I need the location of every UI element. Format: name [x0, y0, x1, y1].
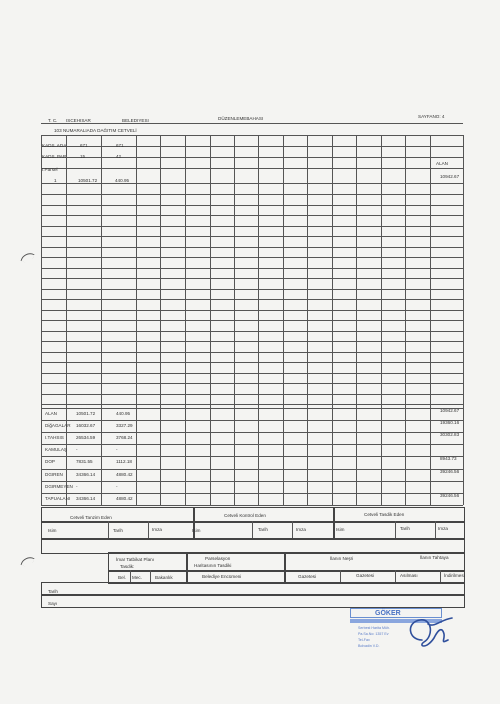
summary-row-value: 34366.14: [76, 495, 96, 501]
gazetesi-label: Gazetesi: [298, 574, 317, 579]
page-number: SAYFANO: 4: [418, 114, 445, 119]
summary-row-value: -: [76, 483, 78, 489]
summary-row-label: I.TAHSIS: [45, 435, 64, 441]
table-row-line: [41, 404, 463, 405]
footer-divider: [440, 570, 441, 582]
indirilmesi-label: İndirilmesi: [444, 573, 465, 578]
summary-row-value: 7831.55: [76, 459, 93, 465]
table-row-line: [41, 310, 463, 311]
table-row-line: [41, 247, 463, 248]
signature-mark: [400, 610, 456, 658]
footer-divider: [150, 570, 151, 582]
imza-label: Imza: [438, 526, 448, 531]
imar-tasdik-label: Tasdik:: [120, 564, 135, 569]
table-row-line: [41, 194, 463, 195]
table-column-line: [430, 135, 431, 505]
footer-divider: [292, 521, 293, 538]
footer-divider: [395, 521, 396, 538]
summary-row-line: [41, 481, 463, 482]
isim-label: Isim: [336, 527, 345, 532]
summary-row-value: 4880.42: [116, 471, 133, 477]
tarih-row-label: Tarih: [48, 589, 58, 594]
gazetesi-label: Gazetesi: [356, 573, 375, 578]
summary-row-value: 26534.59: [76, 435, 96, 441]
table-row-line: [41, 331, 463, 332]
table-column-line: [41, 135, 42, 505]
punch-hole-mark: [20, 554, 34, 568]
summary-row-value: 3768.24: [116, 435, 133, 441]
table-row-line: [41, 383, 463, 384]
table-column-line: [307, 135, 308, 505]
parsel-label: I.Parsel: [42, 167, 58, 172]
encumeni-label: Belediye Encümeni: [202, 574, 242, 579]
table-row-line: [41, 146, 463, 147]
footer-divider: [340, 570, 341, 582]
company-stamp: GÖKER Serbest Harita Müh. Pa.Sa.No: 1357 Ev Tel-Fax Bolvadin V.D.: [350, 608, 458, 660]
table-row-line: [41, 394, 463, 395]
summary-row-line: [41, 420, 463, 421]
kads-ada-value: 671: [80, 143, 88, 148]
table-row-line: [41, 362, 463, 363]
kads-ada-value: 671: [116, 143, 124, 148]
footer-divider: [130, 570, 131, 582]
bel-label: Bel.: [118, 575, 126, 580]
tc-label: T. C.: [48, 118, 58, 123]
punch-hole-mark: [20, 250, 34, 264]
table-row-line: [41, 341, 463, 342]
table-column-line: [136, 135, 137, 505]
table-row-line: [41, 289, 463, 290]
summary-row-line: [41, 432, 463, 433]
bakanlik-label: Bakanlık: [155, 575, 173, 580]
municipality-word: BELEDIYESI: [122, 118, 149, 123]
footer-divider: [148, 521, 149, 538]
summary-row-label: DOP: [45, 459, 55, 465]
summary-row-total: 30302.83: [440, 432, 460, 438]
summary-row-total: 10942.67: [440, 408, 460, 413]
table-row-line: [41, 226, 463, 227]
imar-plan-label: İmar Tatbikat Planı: [116, 557, 154, 562]
parsel-row-alan: 10942.67: [440, 174, 460, 179]
summary-row-value: -: [76, 447, 78, 453]
table-column-line: [283, 135, 284, 505]
table-column-line: [356, 135, 357, 505]
footer-divider: [435, 521, 436, 538]
summary-row-line: [41, 456, 463, 457]
footer-divider: [108, 521, 109, 538]
table-row-line: [41, 299, 463, 300]
ilan-tahtaya-label: İlanın Tahtaya: [420, 555, 449, 560]
summary-row-value: 1112.18: [116, 459, 132, 465]
table-row-line: [41, 320, 463, 321]
table-column-line: [381, 135, 382, 505]
table-row-line: [41, 183, 463, 184]
summary-row-value: 10501.72: [76, 411, 96, 416]
isim-label: Isim: [48, 528, 57, 533]
ilan-nesri-label: İlanın Neşri: [330, 556, 354, 561]
kads-par-value: 42: [116, 154, 122, 159]
table-column-line: [234, 135, 235, 505]
alan-header: ALAN: [436, 161, 449, 166]
table-column-line: [160, 135, 161, 505]
summary-row-value: 4880.42: [116, 495, 133, 501]
table-column-line: [332, 135, 333, 505]
table-column-line: [463, 135, 464, 505]
summary-row-value: 3327.29: [116, 423, 133, 429]
table-row-line: [41, 236, 463, 237]
summary-row-line: [41, 444, 463, 445]
table-column-line: [185, 135, 186, 505]
summary-row-line: [41, 469, 463, 470]
table-row-line: [41, 157, 463, 158]
document-type: DÜZENLEMEBAHASI: [218, 116, 264, 121]
kads-ada-label: KADS. ADA: [42, 143, 67, 148]
table-row-line: [41, 135, 463, 136]
summary-row-label: DiğAGALAR: [45, 423, 71, 429]
imza-label: Imza: [152, 527, 162, 532]
tarih-label: Tarih: [113, 528, 123, 533]
summary-row-value: 16032.67: [76, 423, 96, 429]
imza-label: Imza: [296, 527, 306, 532]
footer-cell: [186, 552, 286, 572]
summary-row-value: 34366.14: [76, 471, 96, 477]
table-column-line: [210, 135, 211, 505]
table-row-line: [41, 268, 463, 269]
parsel-row-no: 1: [54, 178, 57, 183]
table-title: 103 NUMARALIADA DAĞITIM CETVELİ: [54, 128, 137, 133]
summary-row-total: 39246.56: [440, 468, 460, 474]
footer-cell: [108, 552, 188, 572]
tarih-label: Tarih: [400, 526, 410, 531]
parsel-row-value: 440.95: [115, 178, 130, 183]
summary-row-value: -: [116, 483, 118, 489]
summary-row-label: TAPUALANI: [45, 495, 71, 501]
municipality-name: ISCEHISAR: [66, 118, 91, 123]
summary-row-value: 440.95: [116, 411, 131, 416]
footer-divider: [252, 521, 253, 538]
parselasyon-label: Parselasyon: [205, 556, 231, 561]
table-row-line: [41, 215, 463, 216]
summary-row-value: -: [116, 447, 118, 453]
tanzim-heading: Cetveli Tanzim Eden: [70, 515, 112, 520]
parsel-row-value: 10501.72: [78, 178, 98, 183]
sayi-row-label: Sayı: [48, 601, 58, 606]
summary-row-line: [41, 408, 463, 409]
summary-row-total: 19360.16: [440, 420, 460, 426]
kads-par-value: 15: [80, 154, 86, 159]
table-row-line: [41, 352, 463, 353]
asilmasi-label: Asılması: [400, 573, 418, 578]
summary-row-label: DGIRMEYEN: [45, 483, 73, 489]
summary-row-line: [41, 505, 463, 506]
table-row-line: [41, 257, 463, 258]
table-column-line: [258, 135, 259, 505]
summary-row-total: 8943.73: [440, 456, 457, 462]
tasdik-heading: Cetveli Tasdik Eden: [364, 512, 405, 517]
isim-label: Isim: [192, 528, 201, 533]
footer-cell: [41, 594, 465, 608]
summary-row-label: KAMULAŞ: [45, 447, 67, 453]
table-row-line: [41, 373, 463, 374]
table-row-line: [41, 205, 463, 206]
table-row-line: [41, 278, 463, 279]
footer-divider: [395, 570, 396, 582]
summary-row-line: [41, 493, 463, 494]
tarih-label: Tarih: [258, 527, 268, 532]
kontrol-heading: Cetveli Kontrol Eden: [224, 513, 266, 518]
stamp-logo: GÖKER: [350, 608, 442, 618]
summary-row-label: ALAN: [45, 411, 58, 416]
parselasyon-tasdik-label: Haritasının Tasdiki: [194, 563, 232, 568]
table-column-line: [405, 135, 406, 505]
kads-par-label: KADS. PAR: [42, 154, 67, 159]
summary-row-label: DGIREN: [45, 471, 63, 477]
mec-label: Mec.: [132, 575, 142, 580]
table-column-line: [101, 135, 102, 505]
summary-row-total: 39246.56: [440, 492, 460, 498]
table-row-line: [41, 168, 463, 169]
